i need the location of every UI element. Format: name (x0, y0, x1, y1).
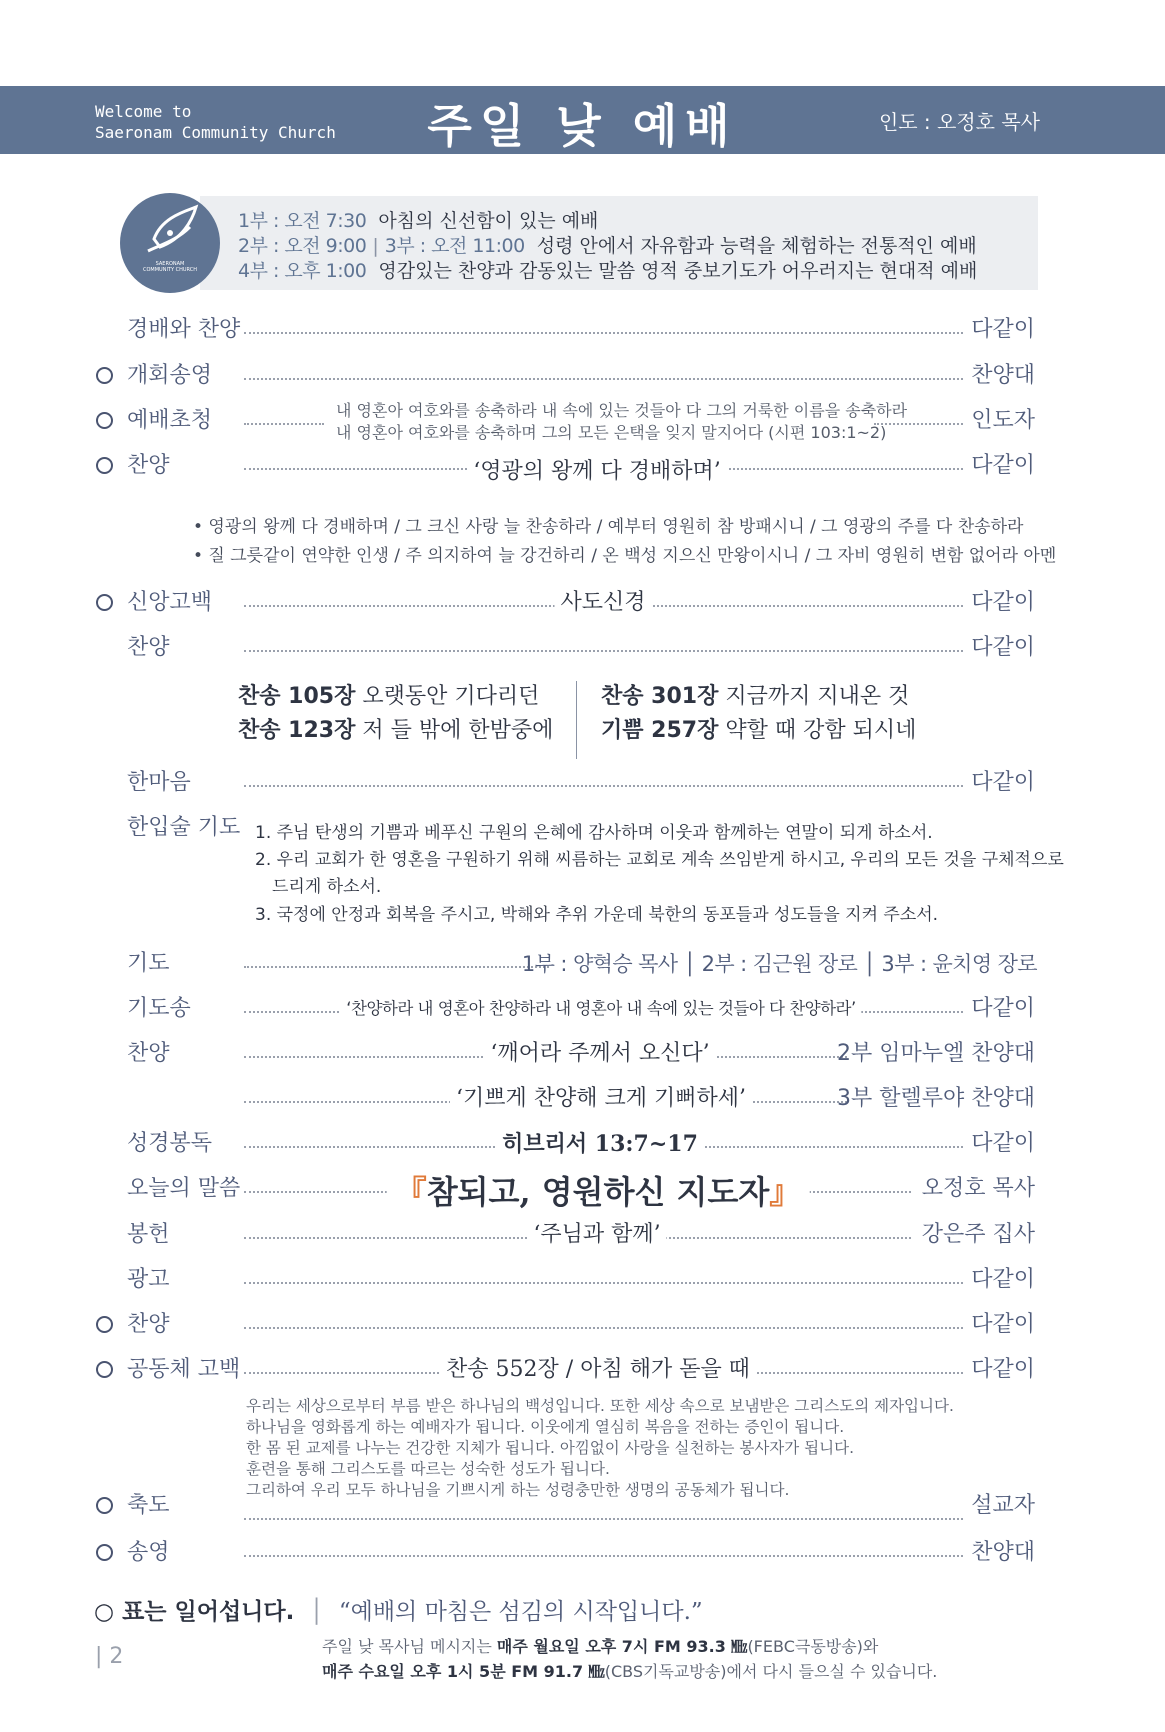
order-row (0, 587, 1165, 621)
footer-line (94, 1593, 703, 1626)
church-logo (120, 193, 220, 293)
hymn-item (601, 714, 916, 748)
prayer-item: 2. 우리 교회가 한 영혼을 구원하기 위해 씨름하는 교회로 계속 쓰임받게 하시고, 우리의 모든 것을 구체적으로 (255, 850, 1064, 870)
hymn-item (238, 680, 553, 714)
prayer-song-title: ‘찬양하라 내 영혼아 찬양하라 내 영혼아 내 속에 있는 것들아 다 찬양하라’ (340, 993, 861, 1025)
order-row (0, 993, 1165, 1027)
row-value: 3부 할렐루야 찬양대 (837, 1086, 1035, 1111)
service-desc: 아침의 신선함이 있는 예배 (378, 210, 599, 232)
order-row (0, 1083, 1165, 1117)
prayer-item: 1. 주님 탄생의 기쁨과 베푸신 구원의 은혜에 감사하며 이웃과 함께하는 연말이 되게 하소서. (255, 823, 933, 843)
welcome-text: Welcome to Saeronam Community Church (95, 102, 336, 142)
logo-mark-icon (120, 193, 220, 293)
service-1 (238, 206, 598, 233)
confession-line: 그리하여 우리 모두 하나님을 기쁘시게 하는 성령충만한 생명의 공동체가 됩니다. (246, 1481, 790, 1499)
order-row (0, 1173, 1165, 1211)
confession-line: 훈련을 통해 그리스도를 따르는 성숙한 성도가 됩니다. (246, 1460, 610, 1478)
dot-leader (244, 1282, 963, 1284)
row-label: 기도송 (127, 996, 191, 1021)
row-value: 다같이 (971, 590, 1035, 615)
row-label: 봉헌 (127, 1222, 170, 1247)
sermon-title-text: 참되고, 영원하신 지도자 (426, 1173, 770, 1211)
order-row (0, 632, 1165, 666)
row-label: 공동체 고백 (127, 1357, 241, 1382)
standing-circle-icon (96, 1316, 113, 1333)
order-row (0, 1537, 1165, 1571)
row-value: 다같이 (971, 317, 1035, 342)
prayer-leaders: 1부 : 양혁승 목사 │ 2부 : 김근원 장로 │ 3부 : 윤치영 장로 (521, 952, 1037, 976)
row-label: 송영 (127, 1540, 170, 1565)
confession-text (246, 1396, 954, 1501)
standing-circle-icon (96, 1544, 113, 1561)
anthem-title: ‘기쁘게 찬양해 크게 기뻐하세’ (450, 1083, 752, 1115)
hymn-item (601, 680, 916, 714)
order-row (0, 948, 1165, 982)
row-label: 찬양 (127, 453, 170, 478)
order-row (0, 1219, 1165, 1253)
hymn-divider (576, 681, 577, 759)
page-number-value: 2 (109, 1644, 124, 1669)
order-row (0, 314, 1165, 348)
dot-leader (244, 1327, 963, 1329)
row-value: 다같이 (971, 1357, 1035, 1382)
bracket-close: 』 (769, 1173, 802, 1211)
service-desc: 영감있는 찬양과 감동있는 말씀 영적 중보기도가 어우러지는 현대적 예배 (378, 260, 978, 282)
dot-leader (244, 1555, 963, 1557)
logo-text-2: COMMUNITY CHURCH (142, 267, 198, 273)
row-value: 인도자 (971, 408, 1035, 433)
row-label: 개회송영 (127, 363, 213, 388)
offering-song: ‘주님과 함께’ (527, 1219, 666, 1251)
hymn-title: 지금까지 지내온 것 (725, 684, 910, 709)
service-time-label: 1부 : 오전 7:30 (238, 210, 367, 232)
confession-line: 우리는 세상으로부터 부름 받은 하나님의 백성입니다. 또한 세상 속으로 보냄받은 그리스도의 제자입니다. (246, 1397, 954, 1415)
lyrics-line: • 질 그릇같이 연약한 인생 / 주 의지하여 늘 강건하리 / 온 백성 지으신 만왕이시니 / 그 자비 영원히 변함 없어라 아멘 (193, 546, 1057, 566)
standing-circle-icon (96, 594, 113, 611)
dot-leader (244, 332, 963, 334)
standing-circle-icon (96, 367, 113, 384)
song-title: ‘영광의 왕께 다 경배하며’ (467, 456, 727, 488)
bracket-open: 『 (394, 1173, 427, 1211)
row-label: 신앙고백 (127, 590, 213, 615)
row-value: 다같이 (971, 635, 1035, 660)
hymn-list-left (238, 680, 553, 748)
service-2: 2부 : 오전 9:00 | 3부 : 오전 11:00 성령 안에서 자유함과 능력을 체험하는 전통적인 예배 (238, 235, 977, 257)
invitation-line-1: 내 영혼아 여호와를 송축하라 내 속에 있는 것들아 다 그의 거룩한 이름을 송축하라 (336, 401, 908, 420)
broadcast-note-1: 주일 낮 목사님 메시지는 매주 월요일 오후 7시 FM 93.3 ㎒(FEBC극동방송)와 (322, 1637, 879, 1656)
hymn-number: 찬송 301장 (601, 684, 719, 709)
row-value: 찬양대 (971, 363, 1035, 388)
service-time-label: 4부 : 오후 1:00 (238, 260, 367, 282)
dot-leader (244, 650, 963, 652)
order-row (0, 1309, 1165, 1343)
row-label: 예배초청 (127, 408, 213, 433)
row-label: 오늘의 말씀 (127, 1176, 241, 1201)
row-label: 기도 (127, 951, 170, 976)
order-row (0, 1128, 1165, 1162)
service-time-label: 3부 : 오전 11:00 (384, 235, 525, 257)
invitation-line-2: 내 영혼아 여호와를 송축하며 그의 모든 은택을 잊지 말지어다 (시편 103:1~2) (336, 423, 887, 442)
row-label: 찬양 (127, 1312, 170, 1337)
hymn-number: 기쁨 257장 (601, 718, 719, 743)
standing-circle-icon (96, 412, 113, 429)
logo-text-1: SAERONAM (155, 261, 185, 267)
scripture-reference: 히브리서 13:7~17 (496, 1128, 704, 1160)
footer-separator: │ (309, 1599, 324, 1625)
row-value: 설교자 (971, 1493, 1035, 1518)
hymn-number: 찬송 105장 (238, 684, 356, 709)
closing-quote: “예배의 마침은 섬김의 시작입니다.” (338, 1599, 703, 1625)
dot-leader (244, 378, 963, 380)
page-title: 주일 낮 예배 (427, 99, 738, 153)
row-value: 다같이 (971, 1267, 1035, 1292)
prayer-item: 3. 국정에 안정과 회복을 주시고, 박해와 추위 가운데 북한의 동포들과 성도들을 지켜 주소서. (255, 905, 939, 925)
row-value: 오정호 목사 (921, 1176, 1035, 1201)
hymn-title: 오랫동안 기다리던 (362, 684, 540, 709)
row-label: 축도 (127, 1493, 170, 1518)
standing-circle-icon (96, 457, 113, 474)
row-value: 찬양대 (971, 1540, 1035, 1565)
row-value: 다같이 (971, 996, 1035, 1021)
anthem-title: ‘깨어라 주께서 오신다’ (484, 1038, 715, 1070)
service-4 (238, 256, 977, 283)
service-desc: 성령 안에서 자유함과 능력을 체험하는 전통적인 예배 (536, 235, 977, 257)
order-row (0, 1038, 1165, 1072)
row-label: 찬양 (127, 635, 170, 660)
confession-hymn: 찬송 552장 / 아침 해가 돋을 때 (440, 1354, 756, 1386)
row-value: 2부 임마누엘 찬양대 (837, 1041, 1035, 1066)
dot-leader (244, 785, 963, 787)
row-value: 다같이 (971, 453, 1035, 478)
page-number: | 2 (95, 1644, 124, 1669)
confession-line: 한 몸 된 교제를 나누는 건강한 지체가 됩니다. 아낌없이 사랑을 실천하는 봉사자가 됩니다. (246, 1439, 855, 1457)
hymn-title: 약할 때 강함 되시네 (725, 718, 917, 743)
leader-label: 인도 : 오정호 목사 (878, 110, 1040, 134)
row-value: 다같이 (971, 1131, 1035, 1156)
standing-circle-icon (96, 1361, 113, 1378)
dot-leader (874, 423, 963, 425)
lyrics-line: • 영광의 왕께 다 경배하며 / 그 크신 사랑 늘 찬송하라 / 예부터 영원히 참 방패시니 / 그 영광의 주를 다 찬송하라 (193, 517, 1024, 537)
header-band (0, 86, 1165, 154)
order-row (0, 1264, 1165, 1298)
hymn-title: 저 들 밖에 한밤중에 (362, 718, 554, 743)
order-row (0, 401, 1165, 442)
creed-title: 사도신경 (554, 587, 651, 619)
dot-leader (244, 423, 324, 425)
row-label: 찬양 (127, 1041, 170, 1066)
hymn-list-right (601, 680, 916, 748)
order-row (0, 360, 1165, 394)
order-row (0, 1354, 1165, 1388)
invitation-text (336, 400, 907, 444)
standing-circle-icon (96, 1497, 113, 1514)
standing-note: ○ 표는 일어섭니다. (94, 1599, 295, 1625)
row-value: 강은주 집사 (921, 1222, 1035, 1247)
broadcast-note-2: 매주 수요일 오후 1시 5분 FM 91.7 ㎒(CBS기독교방송)에서 다시 들으실 수 있습니다. (322, 1662, 938, 1681)
prayer-item: 드리게 하소서. (272, 877, 382, 897)
row-label: 광고 (127, 1267, 170, 1292)
confession-line: 하나님을 영화롭게 하는 예배자가 됩니다. 이웃에게 열심히 복음을 전하는 증인이 됩니다. (246, 1418, 845, 1436)
hymn-number: 찬송 123장 (238, 718, 356, 743)
order-row (0, 450, 1165, 484)
row-label: 한입술 기도 (127, 815, 241, 840)
row-value: 다같이 (971, 1312, 1035, 1337)
dot-leader (244, 1518, 963, 1520)
hymn-item (238, 714, 553, 748)
service-time-label: 2부 : 오전 9:00 (238, 235, 367, 257)
dot-leader (244, 966, 549, 968)
row-value: 다같이 (971, 770, 1035, 795)
sermon-title (387, 1167, 810, 1213)
row-label: 한마음 (127, 770, 191, 795)
order-row (0, 767, 1165, 801)
order-row (0, 1490, 1165, 1524)
row-label: 경배와 찬양 (127, 317, 241, 342)
row-label: 성경봉독 (127, 1131, 213, 1156)
